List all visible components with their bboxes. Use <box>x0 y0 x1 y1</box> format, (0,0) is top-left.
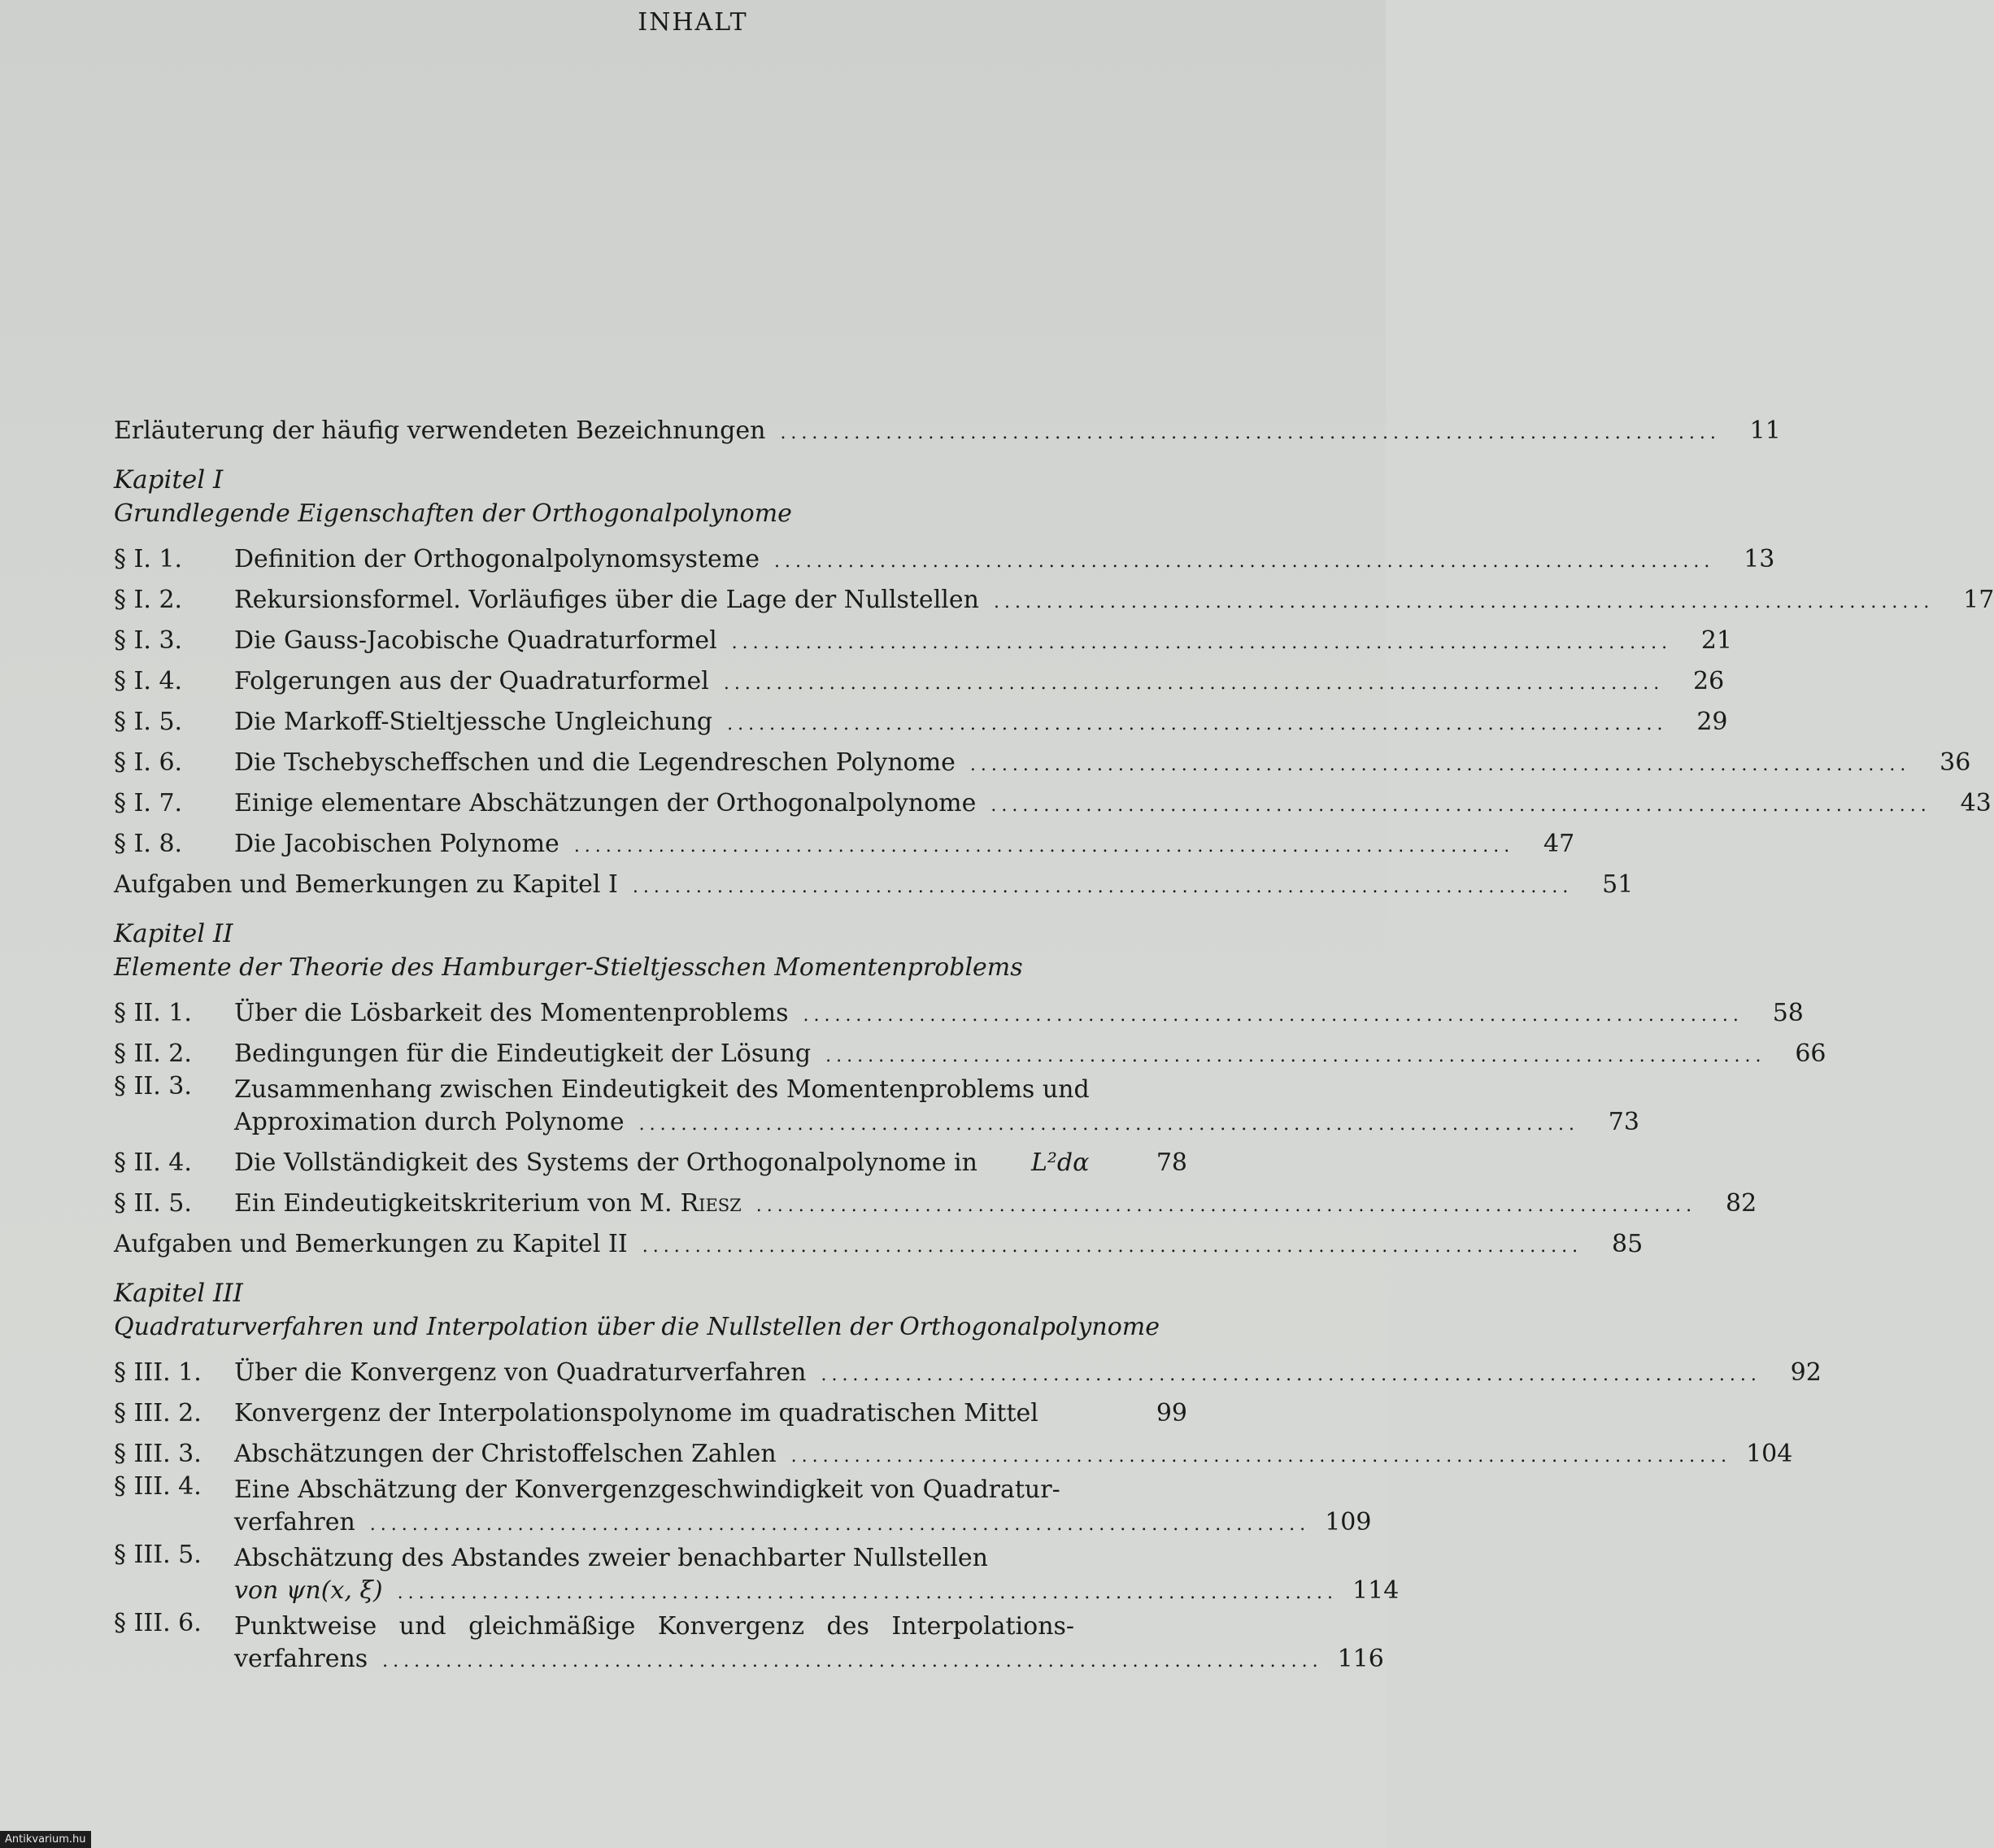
toc-entry <box>114 535 1775 576</box>
toc-page-number: 109 <box>1325 1508 1372 1536</box>
toc-page-number: 73 <box>1608 1108 1639 1136</box>
section-number: § I. 2. <box>114 586 183 614</box>
toc-entry-text: Abschätzung des Abstandes zweier benachbarter Nullstellen <box>234 1544 988 1572</box>
section-number: § I. 5. <box>114 708 183 736</box>
toc-page-number: 116 <box>1337 1645 1384 1673</box>
leader-dots: ......................................................................................... <box>723 673 1665 694</box>
toc-entry <box>114 698 1728 739</box>
toc-entry <box>114 1539 1400 1607</box>
leader-dots: ......................................................................................... <box>632 877 1574 897</box>
toc-entry <box>114 407 1781 447</box>
toc-entry <box>114 1471 1372 1539</box>
section-number: § I. 4. <box>114 667 183 695</box>
section-number: § II. 3. <box>114 1072 192 1101</box>
section-number: § III. 6. <box>114 1609 202 1637</box>
toc-entry-text: Die Markoff-Stieltjessche Ungleichung <box>234 708 713 736</box>
author-name: Riesz <box>680 1189 742 1218</box>
toc-entry <box>114 1220 1644 1261</box>
toc-entry-body <box>234 1610 1383 1676</box>
toc-entry <box>114 617 1733 657</box>
section-number: § II. 4. <box>114 1148 192 1177</box>
toc-page-number: 85 <box>1611 1230 1644 1258</box>
toc-entry <box>114 1030 1826 1070</box>
toc-entry-text: verfahrens <box>234 1645 368 1673</box>
toc-page-number: 58 <box>1772 999 1804 1027</box>
toc-entry-text: Definition der Orthogonalpolynomsysteme <box>234 545 760 573</box>
toc-entry <box>114 1179 1757 1220</box>
toc-entry <box>114 1349 1822 1389</box>
toc-entry-text: Ein Eindeutigkeitskriterium von M. <box>234 1189 673 1218</box>
toc-entry <box>114 1389 1187 1430</box>
toc-entry-text: Aufgaben und Bemerkungen zu Kapitel I <box>114 870 618 899</box>
chapter-label: Kapitel III <box>114 1279 243 1308</box>
toc-entry-text: von ψn(x, ξ) <box>234 1576 383 1605</box>
toc-page-number: 92 <box>1790 1358 1822 1387</box>
toc-entry <box>114 1430 1793 1471</box>
math-expression: L²dα <box>1030 1148 1090 1177</box>
leader-dots: ......................................................................................... <box>773 551 1715 572</box>
toc-entry <box>114 576 1994 617</box>
toc-page-number: 36 <box>1940 748 1971 777</box>
leader-dots: ......................................................................................... <box>780 423 1721 443</box>
toc-entry-text: Zusammenhang zwischen Eindeutigkeit des Momentenproblems und <box>234 1075 1090 1104</box>
toc-entry-text: Über die Lösbarkeit des Momentenproblems <box>234 999 789 1027</box>
section-number: § I. 7. <box>114 789 183 817</box>
toc-entry-text: Folgerungen aus der Quadraturformel <box>234 667 709 695</box>
section-number: § I. 6. <box>114 748 183 777</box>
section-number: § III. 2. <box>114 1399 202 1427</box>
toc-page-number: 114 <box>1352 1576 1400 1605</box>
toc-page-number: 26 <box>1693 667 1725 695</box>
leader-dots: ......................................................................................... <box>397 1583 1339 1603</box>
leader-dots: ......................................................................................... <box>731 633 1673 653</box>
toc-entry-text: Eine Abschätzung der Konvergenzgeschwindigkeit von Quadratur- <box>234 1475 1060 1504</box>
toc-entry-text: Punktweise und gleichmäßige Konvergenz des Interpolations- <box>234 1612 1075 1641</box>
toc-entry-text: Einige elementare Abschätzungen der Orthogonalpolynome <box>234 789 977 817</box>
toc-page-number: 11 <box>1749 416 1781 445</box>
leader-dots: ......................................................................................... <box>573 836 1515 856</box>
leader-dots: ......................................................................................... <box>969 755 1911 775</box>
show-through-text <box>114 16 1301 366</box>
section-number: § II. 5. <box>114 1189 192 1218</box>
leader-dots: ......................................................................................... <box>755 1196 1697 1216</box>
leader-dots: ......................................................................................... <box>821 1365 1761 1385</box>
toc-page-number: 78 <box>1156 1148 1187 1177</box>
toc-entry <box>114 820 1575 861</box>
toc-entry-text: Über die Konvergenz von Quadraturverfahren <box>234 1358 807 1387</box>
section-number: § I. 3. <box>114 626 183 655</box>
leader-dots: ......................................................................................... <box>993 592 1935 612</box>
section-number: § I. 1. <box>114 545 183 573</box>
chapter-title: Elemente der Theorie des Hamburger-Stieltjesschen Momentenproblems <box>114 953 1023 982</box>
toc-entry-line <box>234 1106 1639 1139</box>
toc-page-number: 43 <box>1960 789 1992 817</box>
toc-entry-body <box>234 1474 1370 1539</box>
table-of-contents <box>114 407 1994 1676</box>
toc-page-number: 13 <box>1744 545 1775 573</box>
leader-dots: ......................................................................................... <box>382 1651 1323 1671</box>
toc-entry-text: Approximation durch Polynome <box>234 1108 625 1136</box>
toc-entry <box>114 739 1971 779</box>
toc-entry-text: Die Tschebyscheffschen und die Legendreschen Polynome <box>234 748 956 777</box>
toc-entry <box>114 657 1725 698</box>
toc-entry-body <box>234 1074 1639 1139</box>
toc-entry <box>114 1070 1639 1139</box>
section-number: § II. 1. <box>114 999 192 1027</box>
chapter-title: Quadraturverfahren und Interpolation über die Nullstellen der Orthogonalpolynome <box>114 1313 1160 1341</box>
toc-entry <box>114 861 1634 901</box>
leader-dots: ......................................................................................... <box>638 1114 1579 1135</box>
section-number: § III. 5. <box>114 1541 202 1569</box>
toc-entry-text: Die Vollständigkeit des Systems der Orthogonalpolynome in <box>234 1148 977 1177</box>
chapter-label: Kapitel I <box>114 465 224 495</box>
leader-dots: ......................................................................................... <box>825 1046 1766 1066</box>
section-number: § III. 3. <box>114 1440 202 1468</box>
leader-dots: ......................................................................................... <box>990 795 1931 816</box>
toc-entry <box>114 1607 1384 1676</box>
toc-page-number: 47 <box>1543 830 1575 858</box>
section-number: § I. 8. <box>114 830 183 858</box>
toc-entry-text: Konvergenz der Interpolationspolynome im quadratischen Mittel <box>234 1399 1038 1427</box>
toc-page-number: 66 <box>1795 1040 1826 1068</box>
toc-entry-line <box>234 1575 1398 1607</box>
section-number: § III. 4. <box>114 1472 202 1501</box>
page-title: INHALT <box>638 8 748 37</box>
toc-entry <box>114 989 1804 1030</box>
toc-entry-line <box>234 1506 1370 1539</box>
toc-page-number: 82 <box>1726 1189 1757 1218</box>
leader-dots: ......................................................................................... <box>803 1005 1744 1026</box>
toc-entry-text: Rekursionsformel. Vorläufiges über die Lage der Nullstellen <box>234 586 979 614</box>
chapter-title: Grundlegende Eigenschaften der Orthogonalpolynome <box>114 499 792 528</box>
leader-dots: ......................................................................................... <box>790 1446 1732 1467</box>
leader-dots: ......................................................................................... <box>727 714 1668 734</box>
toc-entry <box>114 779 1992 820</box>
section-number: § II. 2. <box>114 1040 192 1068</box>
toc-entry-line <box>234 1643 1383 1676</box>
toc-entry-text: Abschätzungen der Christoffelschen Zahlen <box>234 1440 777 1468</box>
section-number: § III. 1. <box>114 1358 202 1387</box>
toc-entry-text: Aufgaben und Bemerkungen zu Kapitel II <box>114 1230 628 1258</box>
toc-entry-text: Die Gauss-Jacobische Quadraturformel <box>234 626 717 655</box>
toc-page-number: 21 <box>1700 626 1733 655</box>
toc-page-number: 17 <box>1963 586 1994 614</box>
toc-entry-body <box>234 1542 1398 1607</box>
toc-entry <box>114 1139 1187 1179</box>
leader-dots: ......................................................................................... <box>642 1236 1583 1257</box>
toc-page-number: 104 <box>1746 1440 1793 1468</box>
toc-entry-text: Erläuterung der häufig verwendeten Bezeichnungen <box>114 416 766 445</box>
toc-page-number: 99 <box>1156 1399 1187 1427</box>
toc-entry-text: Bedingungen für die Eindeutigkeit der Lösung <box>234 1040 812 1068</box>
toc-entry-text: Die Jacobischen Polynome <box>234 830 559 858</box>
leader-dots: ......................................................................................... <box>369 1515 1311 1535</box>
toc-entry-text: verfahren <box>234 1508 355 1536</box>
chapter-label: Kapitel II <box>114 919 233 948</box>
toc-page-number: 51 <box>1602 870 1634 899</box>
watermark: Antikvarium.hu <box>0 1831 91 1848</box>
toc-page-number: 29 <box>1696 708 1728 736</box>
